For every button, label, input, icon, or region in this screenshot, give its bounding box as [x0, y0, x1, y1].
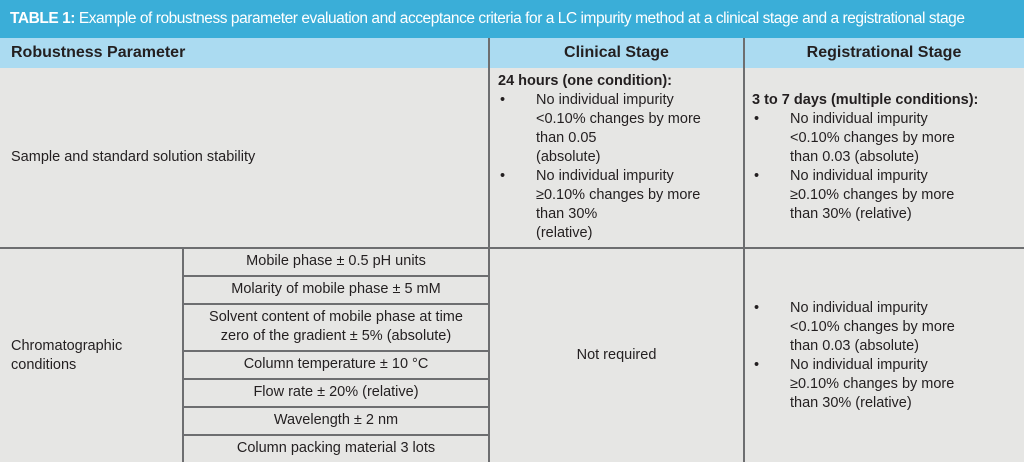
subrow-divider	[182, 434, 489, 436]
column-divider	[743, 38, 745, 462]
criteria-bullet: • No individual impurity ≥0.10% changes by more than 30% (relative)	[498, 167, 738, 243]
parameter-solution-stability: Sample and standard solution stability	[11, 149, 256, 165]
header-registrational-stage: Registrational Stage	[744, 38, 1024, 68]
table-title-text: Example of robustness parameter evaluation and acceptance criteria for a LC impurity method at a clinical stage and a registrational stage	[78, 10, 965, 27]
criteria-bullet: • No individual impurity ≥0.10% changes by more than 30% (relative)	[752, 356, 1020, 413]
subparameter-wavelength: Wavelength ± 2 nm	[273, 412, 399, 428]
subparameter-flow-rate: Flow rate ± 20% (relative)	[253, 384, 419, 400]
subparameter-solvent-content: Solvent content of mobile phase at time zero of the gradient ± 5% (absolute)	[209, 309, 463, 344]
subrow-divider	[182, 275, 489, 277]
robustness-table	[0, 38, 1024, 462]
header-clinical-stage: Clinical Stage	[489, 38, 744, 68]
clinical-stability-criteria	[498, 72, 738, 243]
subparameter-molarity: Molarity of mobile phase ± 5 mM	[231, 281, 441, 297]
criteria-bullet: • No individual impurity <0.10% changes by more than 0.05 (absolute)	[498, 91, 738, 167]
subrow-divider	[182, 378, 489, 380]
clinical-stability-heading: 24 hours (one condition):	[498, 73, 672, 89]
subparameter-column-packing: Column packing material 3 lots	[236, 440, 436, 456]
criteria-bullet: • No individual impurity ≥0.10% changes by more than 30% (relative)	[752, 167, 1020, 224]
header-robustness-parameter: Robustness Parameter	[0, 38, 489, 68]
subrow-divider	[182, 350, 489, 352]
criteria-bullet: • No individual impurity <0.10% changes by more than 0.03 (absolute)	[752, 299, 1020, 356]
registrational-chromatographic-criteria	[752, 299, 1020, 413]
clinical-chromatographic-criteria: Not required	[576, 347, 657, 363]
registrational-stability-heading: 3 to 7 days (multiple conditions):	[752, 92, 979, 108]
table-title	[0, 0, 1024, 38]
registrational-stability-criteria	[752, 91, 1020, 224]
subrow-divider	[182, 303, 489, 305]
subparameter-column-temperature: Column temperature ± 10 °C	[243, 356, 429, 372]
subrow-divider	[182, 406, 489, 408]
table-title-label: TABLE 1:	[10, 10, 75, 27]
subparameter-ph: Mobile phase ± 0.5 pH units	[246, 253, 426, 269]
criteria-bullet: • No individual impurity <0.10% changes by more than 0.03 (absolute)	[752, 110, 1020, 167]
parameter-chromatographic-conditions: Chromatographic conditions	[11, 338, 123, 373]
row-divider	[0, 247, 1024, 249]
